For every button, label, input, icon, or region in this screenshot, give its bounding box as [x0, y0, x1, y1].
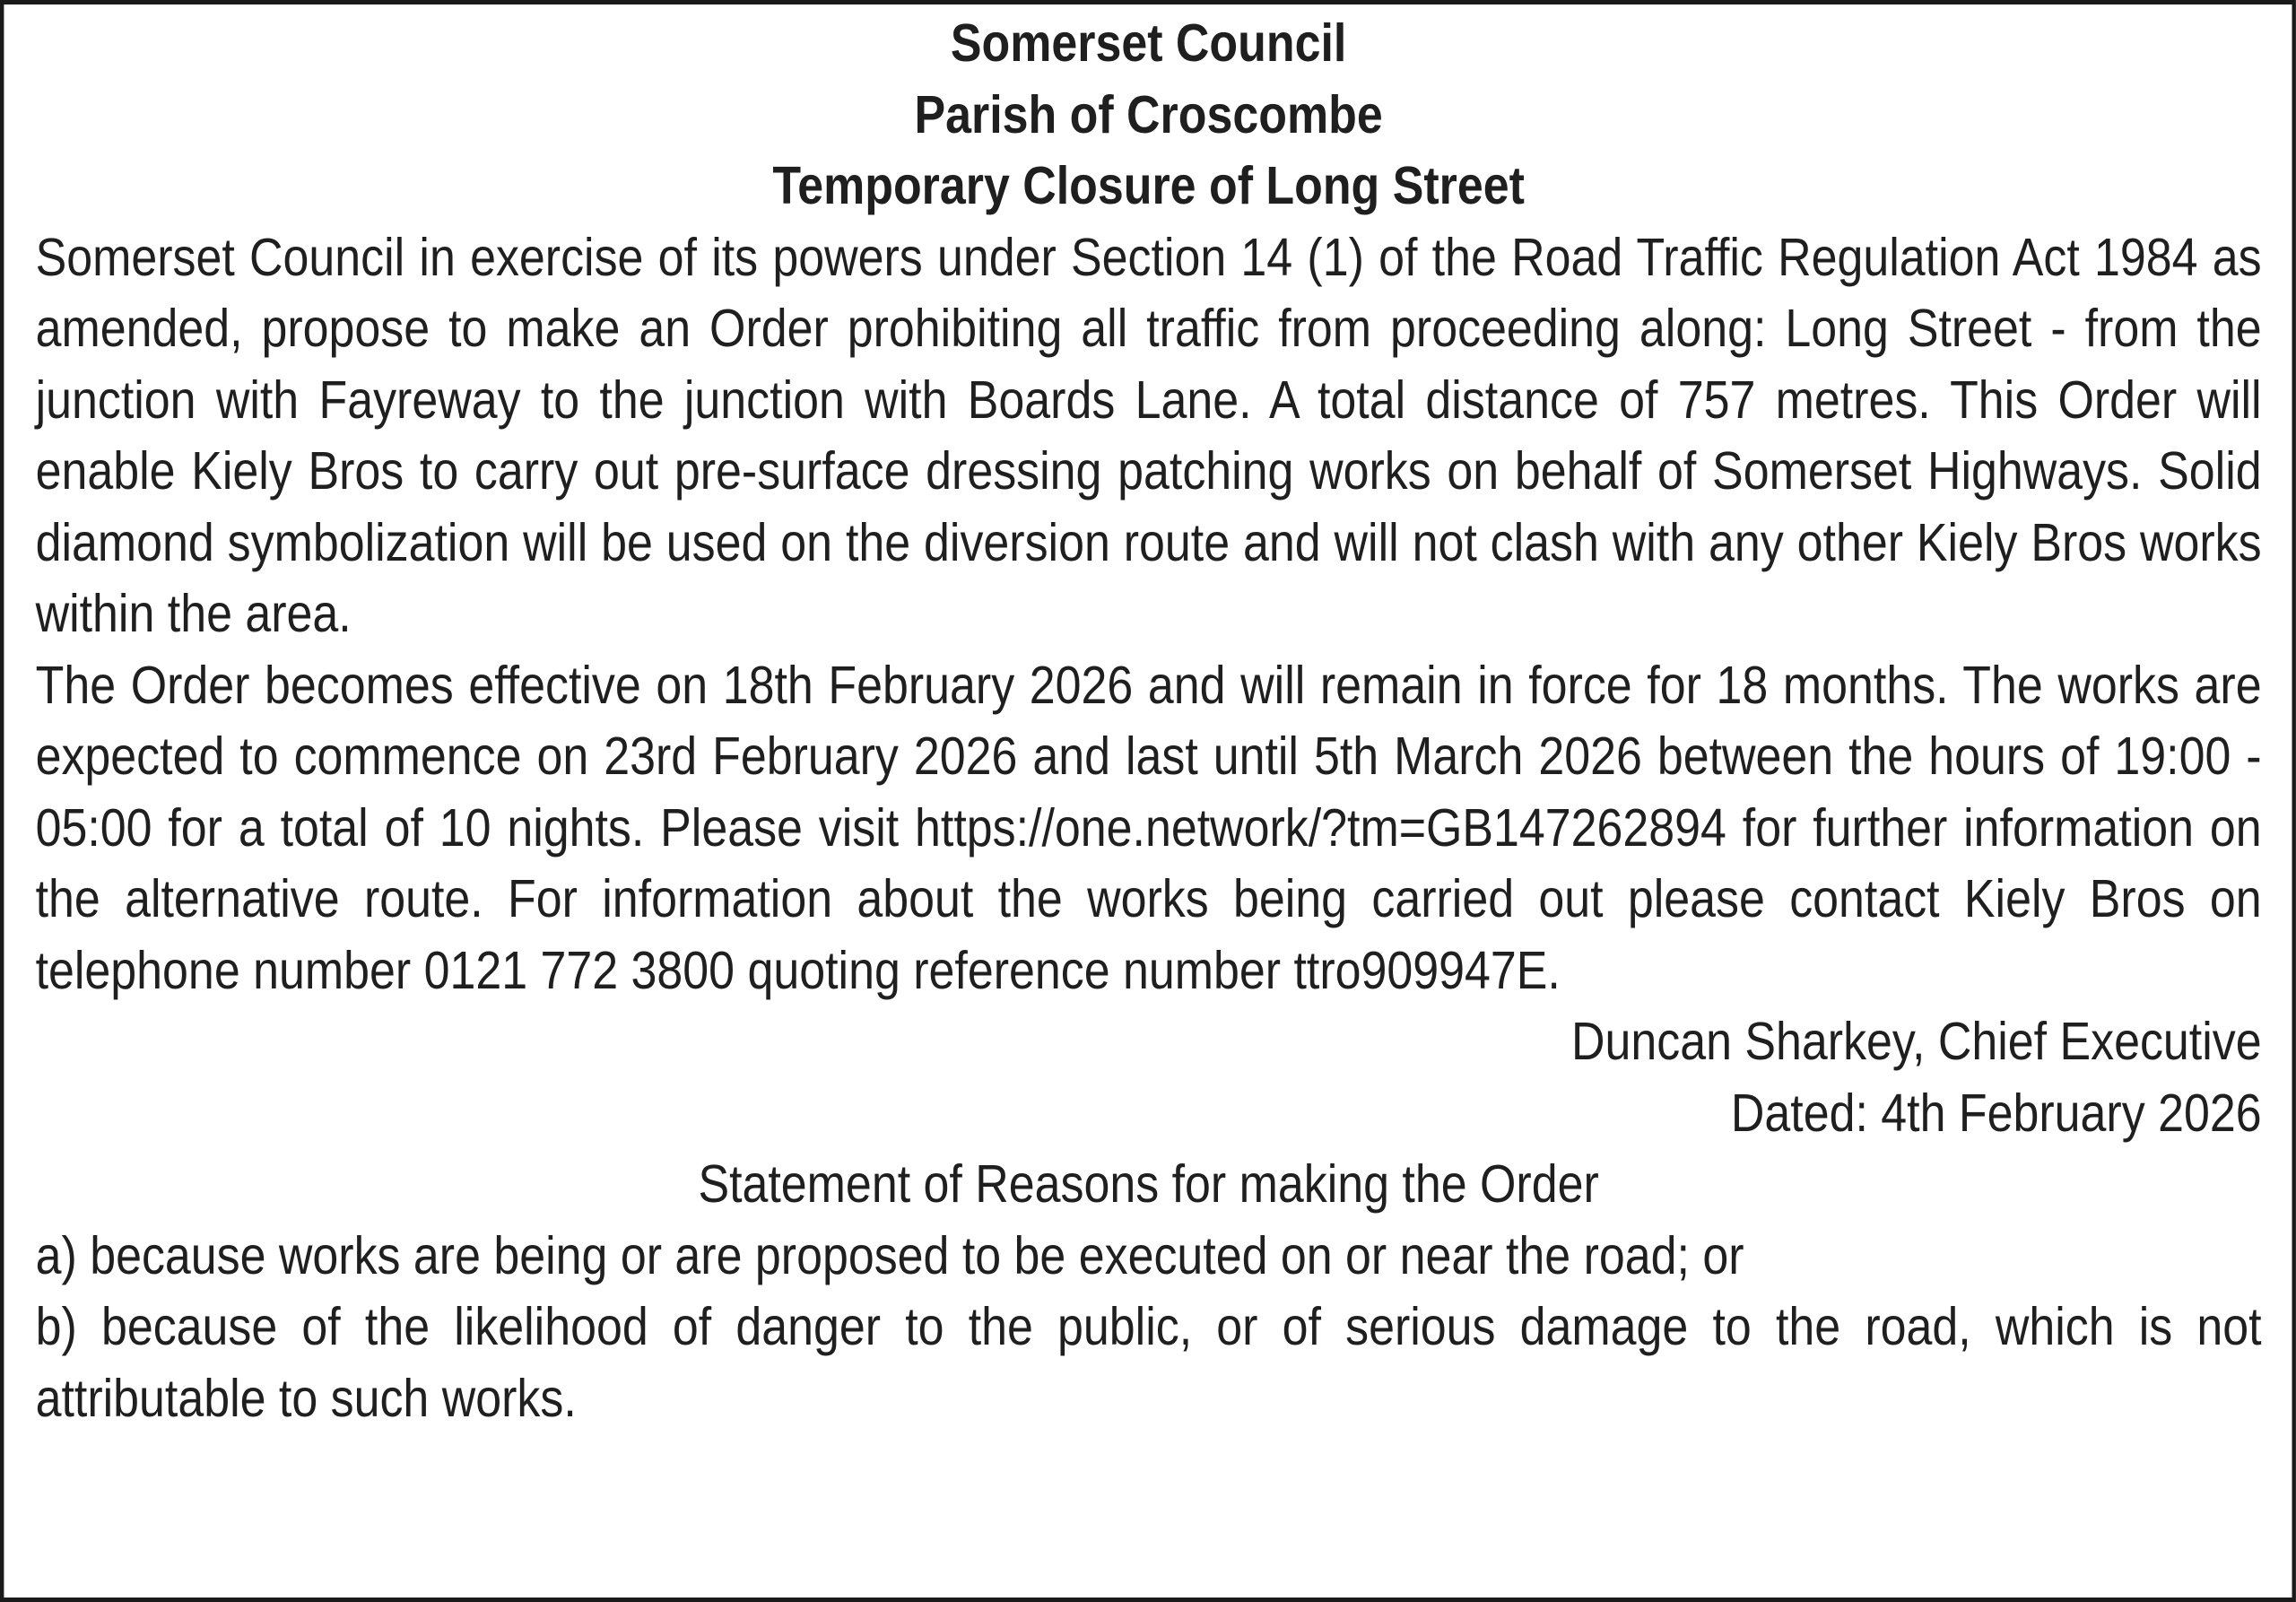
effective-paragraph: The Order becomes effective on 18th February 2026 and will remain in force for 18 months. The works are expected to commence on 23rd February 2026 and last until 5th March 2026 between the hours of 19:00 - 05:00 for a total of 10 nights. Please visit https://one.network/?tm=GB147262894 for further information on the alternative route. For information about the works being carried out please contact Kiely Bros on telephone number 0121 772 3800 quoting reference number ttro909947E. — [35, 655, 2262, 1000]
reasons-heading: Statement of Reasons for making the Order — [698, 1154, 1599, 1214]
council-name: Somerset Council — [950, 13, 1347, 73]
signatory: Duncan Sharkey, Chief Executive — [1571, 1012, 2262, 1071]
dated-line: Dated: 4th February 2026 — [1730, 1083, 2262, 1143]
reason-a: a) because works are being or are proposed to be executed on or near the road; or — [35, 1225, 1744, 1285]
reason-b: b) because of the likelihood of danger to the public, or of serious damage to the road, which is not attributable to such works. — [35, 1297, 2262, 1428]
notice-content — [36, 8, 2262, 1434]
parish-name: Parish of Croscombe — [914, 84, 1383, 144]
order-paragraph: Somerset Council in exercise of its powers under Section 14 (1) of the Road Traffic Regulation Act 1984 as amended, propose to make an Order prohibiting all traffic from proceeding along: Long Street - from the junction with Fayreway to the junction with Boards Lane. A total distance of 757 metres. This Order will enable Kiely Bros to carry out pre-surface dressing patching works on behalf of Somerset Highways. Solid diamond symbolization will be used on the diversion route and will not clash with any other Kiely Bros works within the area. — [35, 227, 2262, 643]
notice-title: Temporary Closure of Long Street — [772, 156, 1525, 215]
